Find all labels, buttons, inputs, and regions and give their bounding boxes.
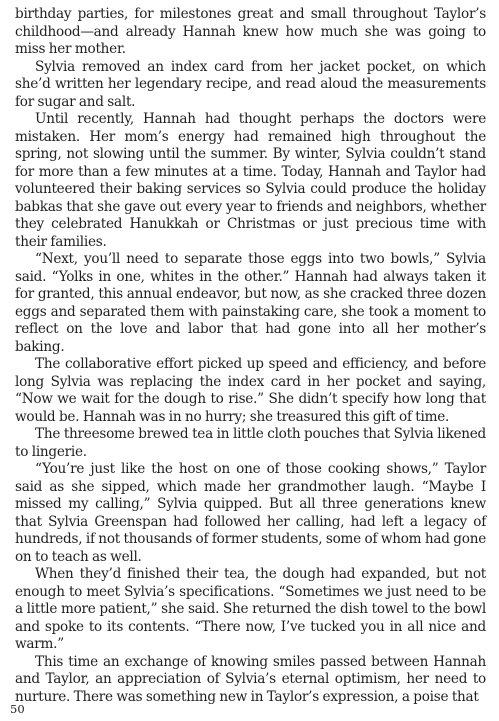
paragraph-8: When they’d finished their tea, the dough had expanded, but not enough to meet Sylvia’s specifications. “Sometimes we just need to be a little more patient,” she said. She returned the dish towel to the bowl and spoke to its contents. “There now, I’ve tucked you in all nice and warm.” [15,566,486,652]
paragraph-7: “You’re just like the host on one of those cooking shows,” Taylor said as she sipped, which made her grandmother laugh. “Maybe I missed my calling,” Sylvia quipped. But all three generations knew that Sylvia Greenspan had followed her calling, had left a legacy of hundreds, if not thousands of former students, some of whom had gone on to teach as well. [15,461,486,565]
body-text [15,6,486,706]
paragraph-2: Sylvia removed an index card from her jacket pocket, on which she’d written her legendary recipe, and read aloud the measurements for sugar and salt. [15,58,486,110]
paragraph-9: This time an exchange of knowing smiles passed between Hannah and Taylor, an appreciation of Sylvia’s eternal optimism, her need to nurture. There was something new in Taylor’s expression, a poise that [15,653,486,705]
page-number: 50 [10,702,25,716]
paragraph-3: Until recently, Hannah had thought perhaps the doctors were mistaken. Her mom’s energy had remained high throughout the spring, not slowing until the summer. By winter, Sylvia couldn’t stand for more than a few minutes at a time. Today, Hannah and Taylor had volunteered their baking services so Sylvia could produce the holiday babkas that she gave out every year to friends and neighbors, whether they celebrated Hanukkah or Christmas or just precious time with their families. [15,111,486,250]
paragraph-1: birthday parties, for milestones great and small throughout Taylor’s childhood—and already Hannah knew how much she was going to miss her mother. [15,6,486,57]
paragraph-5: The collaborative effort picked up speed and efficiency, and before long Sylvia was replacing the index card in her pocket and saying, “Now we wait for the dough to rise.” She didn’t specify how long that would be. Hannah was in no hurry; she treasured this gift of time. [15,356,486,425]
paragraph-4: “Next, you’ll need to separate those eggs into two bowls,” Sylvia said. “Yolks in one, whites in the other.” Hannah had always taken it for granted, this annual endeavor, but now, as she cracked three dozen eggs and separated them with painstaking care, she took a moment to reflect on the love and labor that had gone into all her mother’s baking. [15,251,486,355]
paragraph-6: The threesome brewed tea in little cloth pouches that Sylvia likened to lingerie. [15,426,486,460]
